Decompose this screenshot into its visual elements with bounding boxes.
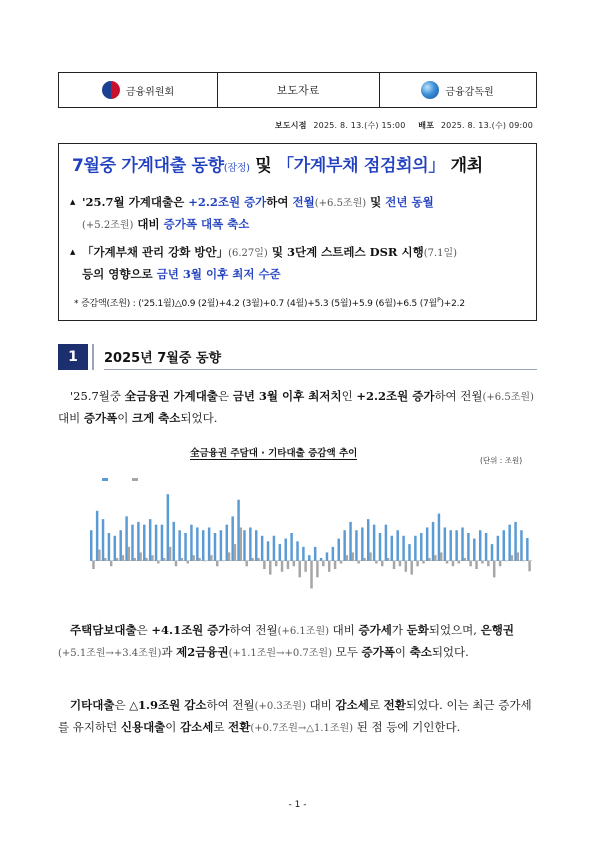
text: 가 [391, 623, 407, 637]
bar-mortgage [455, 530, 457, 561]
text: 과 [161, 645, 177, 659]
bar-other-loan [458, 561, 460, 564]
text: 제2금융권 [176, 645, 229, 659]
legend-swatch [102, 478, 108, 481]
bar-other-loan [416, 561, 418, 567]
bar-other-loan [116, 558, 118, 561]
bar-mortgage [479, 530, 481, 561]
paragraph-3 [58, 695, 540, 739]
text: 은 [217, 389, 233, 403]
bar-mortgage [184, 533, 186, 561]
bar-other-loan [133, 558, 135, 561]
bar-mortgage [526, 538, 528, 561]
text: 증가폭 [361, 645, 395, 659]
bar-other-loan [110, 561, 112, 567]
title-part-a: 7월중 가계대출 동향 [72, 156, 224, 176]
text: 로 [213, 720, 229, 734]
bar-other-loan [310, 561, 312, 589]
bar-mortgage [173, 522, 175, 561]
bar-mortgage [355, 530, 357, 561]
text: (+6.5조원) [482, 392, 534, 403]
text: 및 3단계 스트레스 DSR 시행 [267, 245, 424, 259]
bar-other-loan [352, 552, 354, 560]
text: (6.27일) [228, 248, 268, 259]
bar-other-loan [511, 555, 513, 561]
text: 되었다. [180, 411, 218, 425]
text: 금년 3월 이후 최저치 [232, 389, 342, 403]
bar-other-loan [257, 558, 259, 561]
text: 이 [165, 720, 181, 734]
text: 되었으며, [428, 623, 481, 637]
summary-bullet-2 [70, 242, 530, 285]
distribution-label: 배포 [418, 121, 435, 130]
bar-mortgage [284, 539, 286, 561]
release-label: 보도시점 [274, 121, 307, 130]
title-part-b: (잠정) [223, 163, 250, 174]
text: 둔화 [406, 623, 429, 637]
bar-other-loan [410, 561, 412, 575]
bar-other-loan [222, 561, 224, 562]
bar-mortgage [220, 530, 222, 561]
bar-other-loan [234, 544, 236, 561]
bar-other-loan [405, 561, 407, 572]
bar-mortgage [461, 527, 463, 560]
bar-other-loan [139, 552, 141, 560]
bar-other-loan [128, 547, 130, 561]
text: 기타대출 [70, 698, 115, 712]
bar-mortgage [155, 525, 157, 561]
text: '25.7월중 [70, 389, 125, 403]
bar-mortgage [125, 516, 127, 560]
bar-other-loan [487, 561, 489, 567]
bar-mortgage [438, 514, 440, 561]
text: 하여 전월 [434, 389, 483, 403]
text: 전월 [292, 195, 315, 209]
bar-mortgage [449, 530, 451, 561]
triangle-bullet-icon: ▲ [70, 248, 76, 256]
bar-mortgage [379, 533, 381, 561]
bar-other-loan [428, 558, 430, 561]
bar-mortgage [196, 527, 198, 560]
text: 되었다. [431, 645, 469, 659]
bar-mortgage [131, 525, 133, 561]
text: (+6.5조원) [314, 198, 367, 209]
header-right-org: 금융감독원 [445, 86, 494, 98]
bar-mortgage [190, 525, 192, 561]
text: 전환 [228, 720, 251, 734]
bar-other-loan [240, 527, 242, 560]
bar-other-loan [363, 558, 365, 561]
bar-mortgage [320, 558, 322, 561]
bar-other-loan [322, 561, 324, 567]
text: '25.7월 가계대출은 [82, 195, 189, 209]
bar-other-loan [393, 561, 395, 569]
bar-other-loan [175, 561, 177, 567]
bar-mortgage [308, 555, 310, 561]
bar-mortgage [114, 536, 116, 561]
text: 대비 [329, 623, 359, 637]
text: 증가폭 [83, 411, 118, 425]
text: 신용대출 [120, 720, 166, 734]
bar-other-loan [528, 561, 530, 572]
bar-other-loan [469, 561, 471, 567]
section-title-text: 2025년 7월중 동향 [104, 351, 222, 366]
text: 이 [394, 645, 410, 659]
bar-other-loan [334, 561, 336, 569]
bar-other-loan [104, 558, 106, 561]
bar-other-loan [163, 558, 165, 561]
bar-mortgage [208, 527, 210, 560]
text: +2.2조원 증가 [188, 195, 267, 209]
text: (+1.1조원→+0.7조원) [228, 648, 332, 659]
text: 증가세 [358, 623, 392, 637]
fsc-logo-icon [102, 81, 120, 99]
title-part-e: 개최 [445, 156, 483, 176]
bar-other-loan [434, 555, 436, 561]
bar-mortgage [279, 544, 281, 561]
bar-other-loan [440, 552, 442, 560]
text: +4.1조원 증가 [151, 623, 230, 637]
bar-other-loan [151, 555, 153, 561]
bar-other-loan [275, 561, 277, 567]
bar-other-loan [181, 558, 183, 561]
bar-mortgage [231, 516, 233, 560]
bar-mortgage [273, 536, 275, 561]
bar-mortgage [226, 525, 228, 561]
text: 은 [136, 623, 152, 637]
text: 감소세 [180, 720, 214, 734]
text: 크게 축소 [131, 411, 181, 425]
legend-swatch [132, 478, 138, 481]
bar-other-loan [369, 552, 371, 560]
bar-other-loan [204, 561, 206, 562]
bar-other-loan [187, 561, 189, 564]
bar-other-loan [298, 561, 300, 578]
bar-mortgage [467, 533, 469, 561]
bar-other-loan [346, 555, 348, 561]
bar-mortgage [214, 533, 216, 561]
bar-mortgage [497, 536, 499, 561]
text: )+2.2 [440, 299, 465, 309]
text: (+5.2조원) [82, 220, 134, 231]
bar-mortgage [349, 522, 351, 561]
bar-other-loan [422, 561, 424, 564]
text: 된 점 등에 기인한다. [353, 720, 461, 734]
text: △1.9조원 감소 [129, 698, 207, 712]
text: 하여 [266, 195, 293, 209]
bar-other-loan [381, 561, 383, 567]
header-right-cell [379, 73, 536, 107]
bar-other-loan [157, 561, 159, 564]
text: 대비 [58, 411, 84, 425]
bar-other-loan [387, 558, 389, 561]
text: 감소세 [335, 698, 369, 712]
bar-mortgage [261, 536, 263, 561]
bar-mortgage [503, 530, 505, 561]
press-header [58, 72, 537, 108]
release-time-value: 2025. 8. 13.(수) 15:00 [313, 121, 406, 130]
bar-other-loan [192, 555, 194, 561]
text: 대비 [133, 217, 164, 231]
bar-mortgage [96, 511, 98, 561]
header-center-title: 보도자료 [276, 84, 320, 97]
bar-other-loan [505, 561, 507, 562]
bar-mortgage [444, 527, 446, 560]
bar-mortgage [161, 525, 163, 561]
bar-mortgage [396, 530, 398, 561]
bar-mortgage [249, 527, 251, 560]
bar-mortgage [361, 527, 363, 560]
bar-mortgage [485, 533, 487, 561]
bar-other-loan [92, 561, 94, 569]
text: 대비 [306, 698, 336, 712]
bar-other-loan [522, 561, 524, 562]
section-title [104, 344, 537, 370]
text: 하여 전월 [229, 623, 278, 637]
bar-mortgage [314, 547, 316, 561]
chart-title: 全금융권 주담대 · 기타대출 증감액 추이 [190, 445, 357, 460]
loan-change-chart [60, 466, 538, 604]
triangle-bullet-icon: ▲ [70, 198, 76, 206]
distribution-time-value: 2025. 8. 13.(수) 09:00 [440, 121, 533, 130]
bar-mortgage [296, 541, 298, 560]
increase-note [74, 296, 465, 309]
bar-mortgage [402, 536, 404, 561]
bar-other-loan [375, 561, 377, 564]
bar-mortgage [302, 547, 304, 561]
title-part-d: 「가계부채 점검회의」 [277, 156, 446, 176]
bar-mortgage [338, 539, 340, 561]
bar-other-loan [304, 561, 306, 572]
summary-bullet-1 [70, 192, 530, 236]
header-left-cell [59, 73, 218, 107]
text: (+0.7조원→△1.1조원) [250, 723, 354, 734]
bar-other-loan [122, 555, 124, 561]
bar-other-loan [475, 561, 477, 569]
text: 은 [114, 698, 130, 712]
bar-mortgage [373, 525, 375, 561]
bar-mortgage [408, 544, 410, 561]
text: 및 [366, 195, 386, 209]
bar-other-loan [169, 547, 171, 561]
text: 전환 [383, 698, 406, 712]
bar-other-loan [210, 555, 212, 561]
bar-other-loan [287, 561, 289, 569]
bar-other-loan [216, 561, 218, 567]
bar-other-loan [357, 561, 359, 564]
bar-mortgage [90, 530, 92, 561]
bar-other-loan [263, 561, 265, 569]
bar-mortgage [167, 494, 169, 561]
bar-other-loan [452, 561, 454, 567]
text: +2.2조원 증가 [356, 389, 435, 403]
bar-mortgage [108, 533, 110, 561]
text: 하여 전월 [206, 698, 255, 712]
paragraph-1 [58, 386, 540, 429]
text: (+6.1조원) [277, 626, 330, 637]
bar-mortgage [237, 500, 239, 561]
bar-other-loan [499, 561, 501, 567]
bar-other-loan [245, 561, 247, 567]
bar-other-loan [517, 552, 519, 560]
bar-other-loan [340, 561, 342, 564]
bar-mortgage [119, 530, 121, 561]
bar-mortgage [491, 544, 493, 561]
page-number: - 1 - [288, 800, 307, 810]
bar-other-loan [293, 561, 295, 567]
release-time [275, 120, 533, 131]
bar-other-loan [145, 558, 147, 561]
text: 전년 동월 [385, 195, 434, 209]
text: 주택담보대출 [70, 623, 137, 637]
header-center-cell [217, 73, 380, 107]
section-divider [92, 344, 94, 370]
bar-mortgage [178, 530, 180, 561]
bar-mortgage [367, 519, 369, 561]
summary-title [72, 151, 483, 176]
bar-mortgage [149, 519, 151, 561]
text: P [437, 297, 441, 304]
bar-other-loan [493, 561, 495, 578]
bar-mortgage [326, 552, 328, 560]
text: 全금융권 가계대출 [124, 389, 218, 403]
text: 축소 [409, 645, 432, 659]
header-left-org: 금융위원회 [125, 86, 175, 98]
bar-mortgage [267, 541, 269, 560]
text: 「가계부채 관리 강화 방안」 [82, 245, 229, 259]
bar-other-loan [328, 561, 330, 572]
bar-other-loan [464, 558, 466, 561]
bar-other-loan [269, 561, 271, 575]
section-number: 1 [58, 344, 88, 370]
bar-other-loan [228, 552, 230, 560]
bar-mortgage [426, 527, 428, 560]
text: 금년 3월 이후 최저 수준 [156, 267, 281, 281]
text: 되었다. 이는 최근 증가세를 유지하던 [58, 698, 532, 734]
text: 로 [368, 698, 384, 712]
bar-other-loan [446, 561, 448, 564]
bar-other-loan [98, 550, 100, 561]
paragraph-2 [58, 620, 540, 664]
bar-other-loan [198, 558, 200, 561]
bar-mortgage [243, 530, 245, 561]
text: 은행권 [480, 623, 514, 637]
text: (7.1일) [423, 248, 458, 259]
bar-mortgage [343, 530, 345, 561]
text: 증가폭 대폭 축소 [163, 217, 250, 231]
bar-other-loan [316, 561, 318, 578]
bar-mortgage [432, 522, 434, 561]
bar-mortgage [385, 525, 387, 561]
fss-logo-icon [421, 81, 439, 99]
bar-mortgage [420, 533, 422, 561]
bar-other-loan [281, 561, 283, 572]
text: 이 [117, 411, 132, 425]
bar-other-loan [251, 558, 253, 561]
bar-mortgage [255, 530, 257, 561]
text: 등의 영향으로 [82, 267, 157, 281]
bar-mortgage [290, 533, 292, 561]
text: (+5.1조원→+3.4조원) [58, 648, 162, 659]
bar-other-loan [481, 561, 483, 564]
bar-mortgage [137, 522, 139, 561]
text: * 증감액(조원) : ('25.1월)△0.9 (2월)+4.2 (3월)+0.7 (4월)+5.3 (5월)+5.9 (6월)+6.5 (7월 [74, 299, 438, 309]
bar-mortgage [332, 547, 334, 561]
bar-mortgage [102, 519, 104, 561]
bar-mortgage [143, 525, 145, 561]
bar-mortgage [202, 530, 204, 561]
title-part-c: 및 [249, 156, 278, 176]
chart-unit: (단위 : 조원) [480, 456, 523, 465]
text: 모두 [331, 645, 362, 659]
text: 인 [341, 389, 357, 403]
bar-mortgage [391, 536, 393, 561]
bar-mortgage [514, 522, 516, 561]
bar-mortgage [508, 525, 510, 561]
bar-mortgage [473, 539, 475, 561]
bar-other-loan [399, 561, 401, 567]
bar-mortgage [414, 536, 416, 561]
bar-mortgage [520, 530, 522, 561]
text: (+0.3조원) [254, 701, 306, 712]
